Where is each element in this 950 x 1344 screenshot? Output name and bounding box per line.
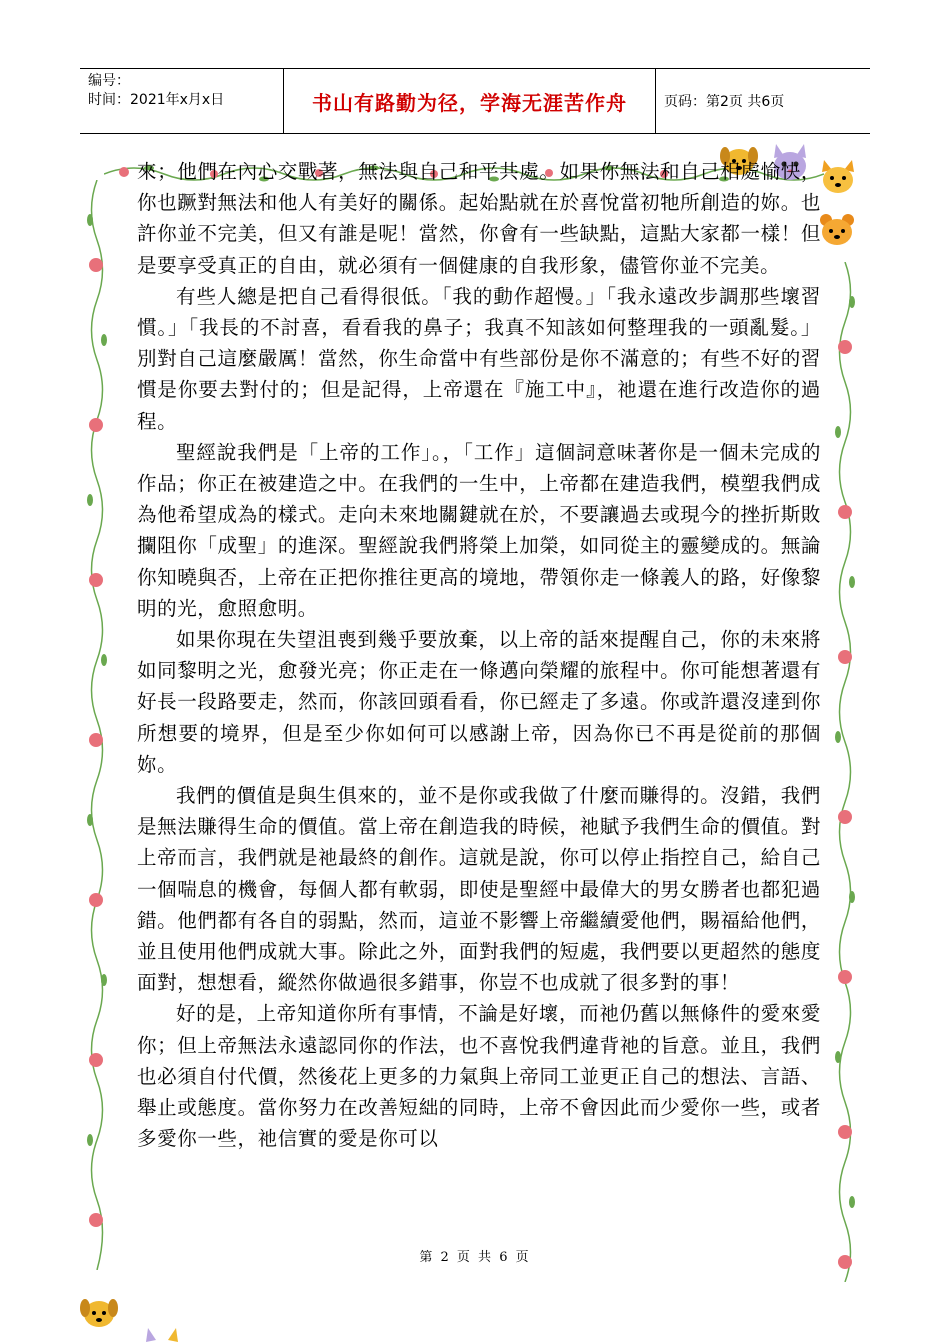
paragraph: 有些人總是把自己看得很低。「我的動作超慢。」「我永遠改步調那些壞習慣。」「我長的不討喜，看看我的鼻子；我真不知該如何整理我的一頭亂髮。」別對自己這麼嚴厲！當然，你生命當中有些部份是你不滿意的；有些不好的習慣是你要去對付的；但是記得，上帝還在『施工中』，祂還在進行改造你的過程。 [137,284,821,433]
rose-vine-icon [832,262,858,1282]
paragraph: 來；他們在內心交戰著，無法與自己和平共處。如果你無法和自己相處愉快，你也蹶對無法和他人有美好的關係。起始點就在於喜悅當初牠所創造的妳。也許你並不完美，但又有誰是呢！當然，你會有一些缺點，這點大家都一樣！但是要享受真正的自由，就必須有一個健康的自我形象，儘管你並不完美。 [137,160,821,277]
bear-icon [818,210,856,254]
cat-icon [140,1326,184,1344]
header-number-label: 编号： [88,73,130,89]
header-time-label: 时间：2021年x月x日 [88,92,225,108]
page-header [80,68,870,134]
puppy-icon [78,1292,120,1334]
paragraph: 我們的價值是與生俱來的，並不是你或我做了什麼而賺得的。沒錯，我們是無法賺得生命的價值。當上帝在創造我的時候，祂賦予我們生命的價值。對上帝而言，我們就是祂最終的創作。這就是說，你可以停止指控自己，給自己一個喘息的機會，每個人都有軟弱，即使是聖經中最偉大的男女勝者也都犯過錯。他們都有各自的弱點，然而，這並不影響上帝繼續愛他們，賜福給他們，並且使用他們成就大事。除此之外，面對我們的短處，我們要以更超然的態度面對，想想看，縱然你做過很多錯事，你豈不也成就了很多對的事！ [137,784,821,995]
paragraph: 好的是，上帝知道你所有事情，不論是好壞，而祂仍舊以無條件的愛來愛你；但上帝無法永遠認同你的作法，也不喜悅我們違背祂的旨意。並且，我們也必須自付代價，然後花上更多的力氣與上帝同工並更正自己的想法、言語、舉止或態度。當你努力在改善短絀的同時，上帝不會因此而少愛你一些，或者多愛你一些，祂信實的愛是你可以 [137,1002,821,1151]
document-body [137,156,821,1155]
header-page-code: 页码：第2页 共6页 [664,94,785,110]
header-motto: 书山有路勤为径，学海无涯苦作舟 [284,69,656,133]
page-footer: 第 2 页 共 6 页 [419,1250,531,1265]
paragraph: 如果你現在失望沮喪到幾乎要放棄，以上帝的話來提醒自己，你的未來將如同黎明之光，愈發光亮；你正走在一條邁向榮耀的旅程中。你可能想著還有好長一段路要走，然而，你該回頭看看，你已經走了多遠。你或許還沒達到你所想要的境界，但是至少你如何可以感謝上帝，因為你已不再是從前的那個妳。 [137,628,821,776]
rose-vine-icon [84,180,110,1270]
header-meta [80,69,284,133]
fox-icon [818,156,858,200]
paragraph: 聖經說我們是「上帝的工作」。，「工作」這個詞意味著你是一個未完成的作品；你正在被建造之中。在我們的一生中，上帝都在建造我們，模塑我們成為他希望成為的樣式。走向未來地關鍵就在於，不要讓過去或現今的挫折斯敗攔阻你「成聖」的進深。聖經說我們將榮上加榮，如同從主的靈變成的。無論你知曉與否，上帝在正把你推往更高的境地，帶領你走一條義人的路，好像黎明的光，愈照愈明。 [137,440,821,620]
